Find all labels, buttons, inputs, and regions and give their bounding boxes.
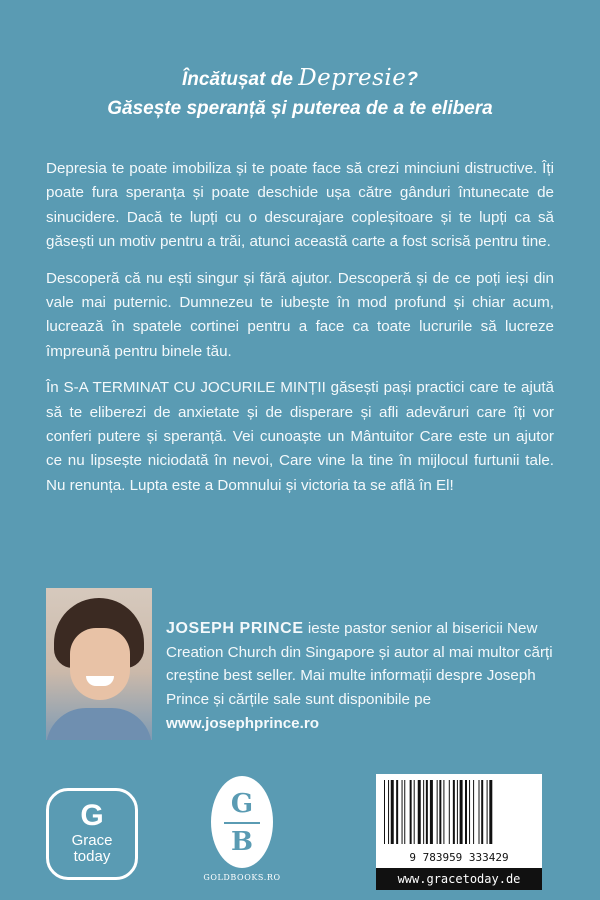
headline-prefix: Încătușat de: [182, 69, 293, 90]
barcode-bar: [489, 780, 492, 844]
goldbooks-letter-g: G: [230, 789, 254, 819]
headline-line2: Găsește speranță și puterea de a te elibera: [107, 98, 493, 120]
headline-script-word: Depresie: [298, 65, 407, 91]
barcode-bar: [479, 780, 480, 844]
barcode-bar: [469, 780, 470, 844]
grace-logo-line2: today: [73, 848, 111, 865]
author-photo: [46, 588, 152, 740]
barcode-bar: [453, 780, 455, 844]
grace-logo-line1: Grace: [71, 832, 113, 849]
barcode-bar: [402, 780, 403, 844]
barcode-bar: [396, 780, 398, 844]
headline-line1: [0, 62, 600, 95]
paragraph: Depresia te poate imobiliza și te poate face să crezi minciuni distructive. Îți poate fura speranța și poate deschide ușa către gânduri întunecate de sinucidere. Dacă te lupți cu o descurajare copleșitoare și te lupți ca să găsești un motiv pentru a trăi, atunci această carte a fost scrisă pentru tine.: [46, 160, 554, 251]
goldbooks-letter-b: B: [231, 827, 253, 857]
author-shirt: [46, 708, 152, 740]
barcode-bar: [426, 780, 428, 844]
barcode-bar: [457, 780, 458, 844]
headline-question-mark: ?: [406, 69, 418, 90]
barcode-bar: [473, 780, 474, 844]
barcode-bar: [430, 780, 433, 844]
description-text: [46, 157, 554, 510]
barcode-bar: [449, 780, 450, 844]
barcode-bars: [384, 780, 534, 844]
barcode-bar: [481, 780, 483, 844]
barcode-bar: [414, 780, 415, 844]
author-bio: [166, 617, 558, 736]
paragraph: În S-A TERMINAT CU JOCURILE MINȚII găsești pași practici care te ajută să te eliberezi de anxietate și de disperare și afli adevăruri care îți vor conferi putere și speranță. Vei cunoaște un Mântuitor Care este un ajutor ce nu lipsește niciodată în nevoi, Care vine la tine în mijlocul furtunii tale. Nu renunța. Lupta este a Domnului și victoria ta se află în El!: [46, 379, 554, 494]
barcode-bar: [388, 780, 389, 844]
barcode-digits: 9 783959 333429: [409, 851, 509, 864]
goldbooks-oval-mark: [211, 776, 273, 868]
headline: [0, 62, 600, 123]
barcode-bar: [439, 780, 441, 844]
isbn-barcode: [376, 774, 542, 890]
author-name: JOSEPH PRINCE: [166, 620, 304, 637]
goldbooks-logo: [192, 776, 292, 894]
barcode-bar: [410, 780, 412, 844]
barcode-bar: [443, 780, 444, 844]
paragraph: Descoperă că nu ești singur și fără ajutor. Descoperă și de ce poți ieși din vale mai puternic. Dumnezeu te iubește în mod profund și chiar acum, lucrează în spatele cortinei pentru a face ca toate lucrurile să lucreze împreună pentru binele tău.: [46, 269, 554, 360]
barcode-bar: [437, 780, 438, 844]
grace-g-mark: G: [80, 799, 104, 832]
barcode-bar: [465, 780, 467, 844]
barcode-bar: [460, 780, 463, 844]
barcode-bar: [391, 780, 394, 844]
publisher-website: www.gracetoday.de: [376, 868, 542, 890]
barcode-bar: [384, 780, 385, 844]
goldbooks-caption: GOLDBOOKS.RO: [203, 873, 281, 882]
barcode-bar: [487, 780, 488, 844]
grace-today-logo: [46, 788, 138, 880]
barcode-bar: [404, 780, 405, 844]
author-face: [70, 628, 130, 700]
barcode-bar: [423, 780, 424, 844]
author-bio-text: ieste pastor senior al bisericii New Creation Church din Singapore și autor al mai multor cărți creștine best seller. Mai multe informații despre Joseph Prince și cărțile sale sunt disponibile pe: [166, 620, 553, 709]
barcode-bar: [418, 780, 421, 844]
author-website-link[interactable]: www.josephprince.ro: [166, 714, 320, 732]
